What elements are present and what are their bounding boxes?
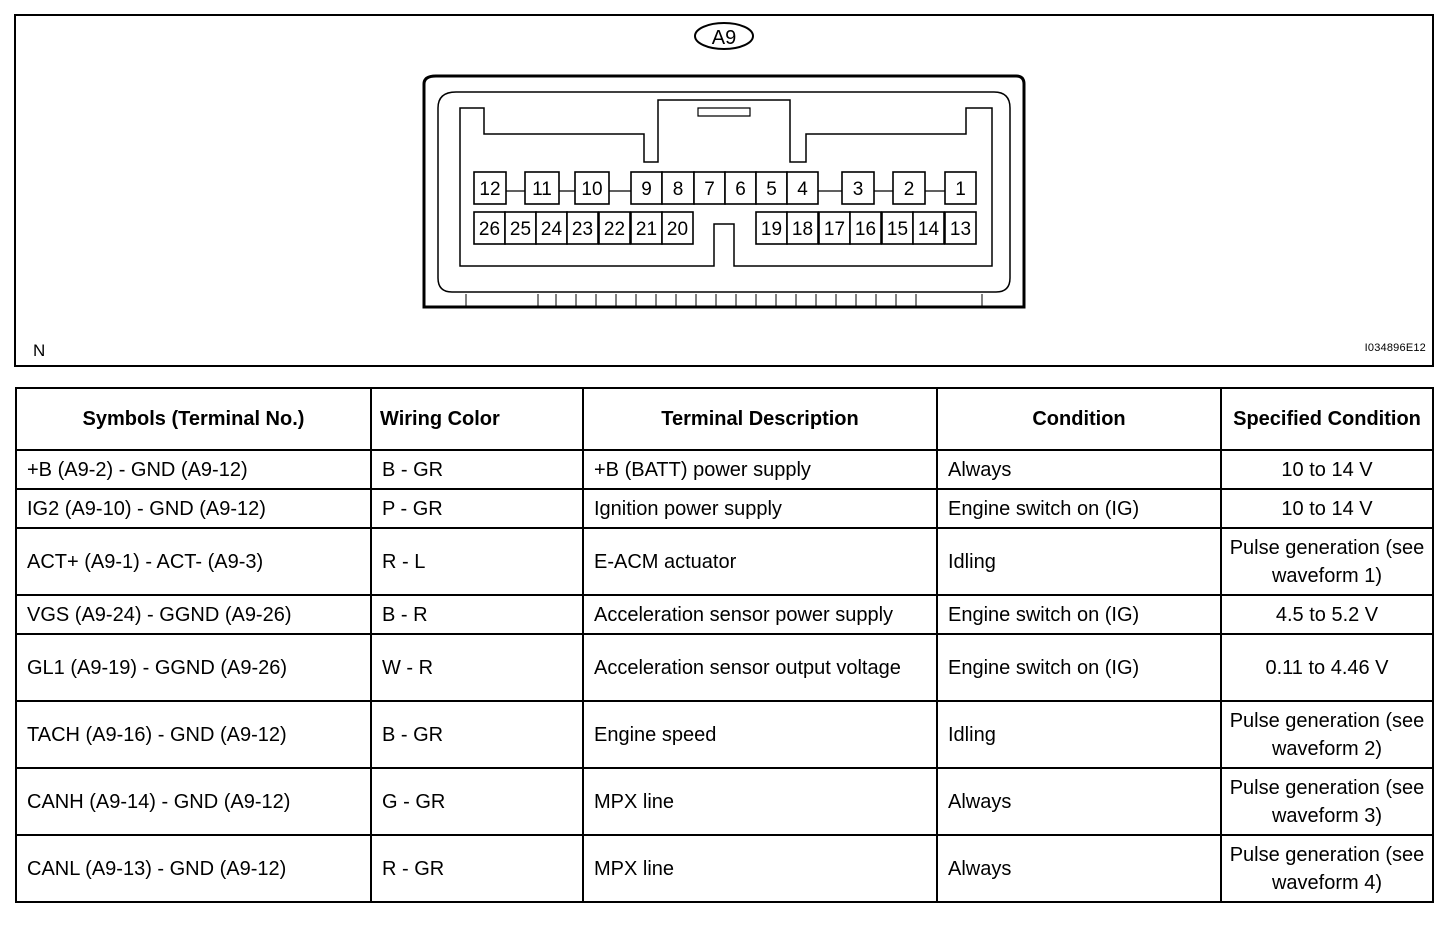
table-row (16, 768, 1433, 835)
connector-lock-tab (698, 108, 750, 116)
cell-specified-condition: Pulse generation (see waveform 1) (1221, 528, 1433, 595)
cell-specified-condition: 0.11 to 4.46 V (1221, 634, 1433, 701)
pin-16-label: 16 (854, 219, 877, 240)
table-row (16, 835, 1433, 902)
cell-terminal-description: Ignition power supply (583, 489, 937, 528)
pin-21-label: 21 (635, 219, 658, 240)
cell-symbols: IG2 (A9-10) - GND (A9-12) (16, 489, 371, 528)
cell-specified-condition: 10 to 14 V (1221, 450, 1433, 489)
pin-20-label: 20 (666, 219, 689, 240)
cell-symbols: VGS (A9-24) - GGND (A9-26) (16, 595, 371, 634)
cell-wiring-color: B - R (371, 595, 583, 634)
cell-specified-condition: 10 to 14 V (1221, 489, 1433, 528)
pin-12-label: 12 (479, 179, 501, 200)
pin-5-label: 5 (766, 179, 777, 200)
pin-15-label: 15 (886, 219, 909, 240)
pin-6-label: 6 (735, 179, 746, 200)
cell-symbols: TACH (A9-16) - GND (A9-12) (16, 701, 371, 768)
cell-terminal-description: Acceleration sensor power supply (583, 595, 937, 634)
pin-2-label: 2 (903, 179, 915, 200)
cell-terminal-description: Acceleration sensor output voltage (583, 634, 937, 701)
cell-wiring-color: R - L (371, 528, 583, 595)
table-row (16, 634, 1433, 701)
pin-7-label: 7 (704, 179, 715, 200)
table-row (16, 595, 1433, 634)
table-row (16, 489, 1433, 528)
cell-terminal-description: Engine speed (583, 701, 937, 768)
terminal-spec-table (15, 387, 1434, 903)
header-terminal-description: Terminal Description (583, 388, 937, 450)
pin-17-label: 17 (823, 219, 846, 240)
connector-bottom-ribs (466, 294, 982, 307)
cell-condition: Always (937, 450, 1221, 489)
cell-condition: Always (937, 768, 1221, 835)
cell-terminal-description: MPX line (583, 835, 937, 902)
table-row (16, 528, 1433, 595)
connector-diagram-frame (14, 14, 1434, 367)
pin-26-label: 26 (478, 219, 501, 240)
top-row-pins (474, 172, 976, 204)
cell-symbols: CANH (A9-14) - GND (A9-12) (16, 768, 371, 835)
pin-24-label: 24 (540, 219, 563, 240)
pin-14-label: 14 (917, 219, 940, 240)
table-row (16, 450, 1433, 489)
pin-3-label: 3 (852, 179, 864, 200)
cell-condition: Idling (937, 701, 1221, 768)
cell-symbols: +B (A9-2) - GND (A9-12) (16, 450, 371, 489)
cell-specified-condition: 4.5 to 5.2 V (1221, 595, 1433, 634)
pin-13-label: 13 (949, 219, 972, 240)
cell-condition: Idling (937, 528, 1221, 595)
table-header-row (16, 388, 1433, 450)
header-condition: Condition (937, 388, 1221, 450)
cell-specified-condition: Pulse generation (see waveform 3) (1221, 768, 1433, 835)
cell-wiring-color: B - GR (371, 450, 583, 489)
pin-25-label: 25 (509, 219, 532, 240)
cell-symbols: CANL (A9-13) - GND (A9-12) (16, 835, 371, 902)
connector-label: A9 (711, 27, 737, 49)
cell-condition: Engine switch on (IG) (937, 595, 1221, 634)
pin-19-label: 19 (760, 219, 783, 240)
cell-wiring-color: B - GR (371, 701, 583, 768)
header-wiring-color: Wiring Color (371, 388, 583, 450)
cell-condition: Engine switch on (IG) (937, 489, 1221, 528)
cell-specified-condition: Pulse generation (see waveform 2) (1221, 701, 1433, 768)
header-symbols: Symbols (Terminal No.) (16, 388, 371, 450)
bottom-row-pins (474, 212, 976, 244)
cell-condition: Engine switch on (IG) (937, 634, 1221, 701)
pin-1-label: 1 (955, 179, 966, 200)
cell-wiring-color: W - R (371, 634, 583, 701)
cell-terminal-description: +B (BATT) power supply (583, 450, 937, 489)
cell-terminal-description: MPX line (583, 768, 937, 835)
orientation-mark: N (33, 341, 46, 360)
cell-wiring-color: R - GR (371, 835, 583, 902)
cell-symbols: GL1 (A9-19) - GGND (A9-26) (16, 634, 371, 701)
cell-wiring-color: G - GR (371, 768, 583, 835)
cell-specified-condition: Pulse generation (see waveform 4) (1221, 835, 1433, 902)
pin-11-label: 11 (532, 179, 552, 200)
table-row (16, 701, 1433, 768)
pin-4-label: 4 (797, 179, 808, 200)
connector-diagram (16, 16, 1432, 365)
cell-symbols: ACT+ (A9-1) - ACT- (A9-3) (16, 528, 371, 595)
pin-23-label: 23 (571, 219, 594, 240)
figure-code: I034896E12 (1364, 342, 1426, 354)
header-specified-condition: Specified Condition (1221, 388, 1433, 450)
cell-wiring-color: P - GR (371, 489, 583, 528)
cell-condition: Always (937, 835, 1221, 902)
pin-8-label: 8 (672, 179, 684, 200)
pin-18-label: 18 (791, 219, 814, 240)
pin-9-label: 9 (641, 179, 652, 200)
cell-terminal-description: E-ACM actuator (583, 528, 937, 595)
pin-22-label: 22 (603, 219, 626, 240)
pin-10-label: 10 (581, 179, 603, 200)
